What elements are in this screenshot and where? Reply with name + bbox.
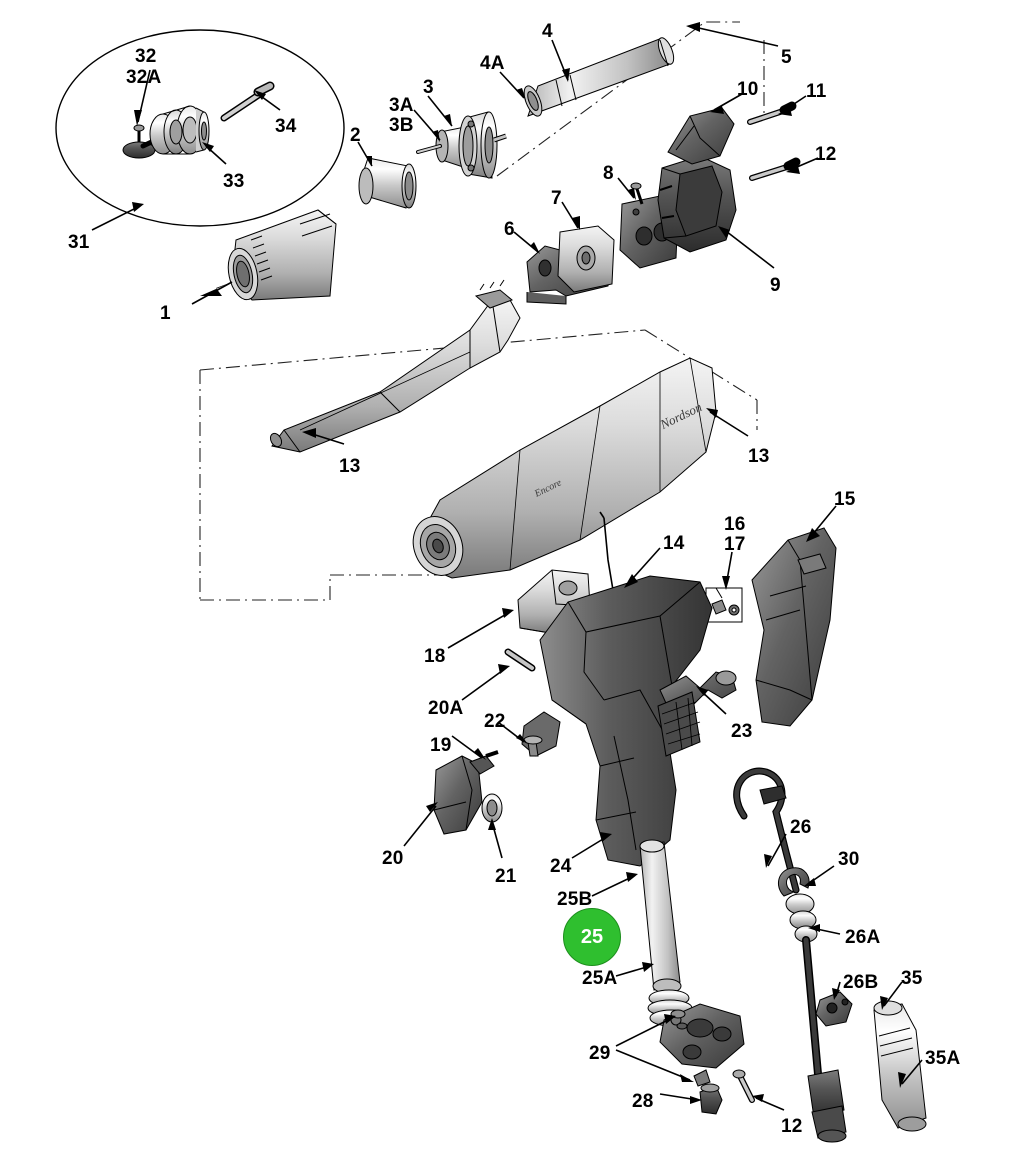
- highlighted-part-25-badge[interactable]: 25: [563, 908, 621, 966]
- callout-18: 18: [424, 646, 446, 667]
- callout-16: 16: [724, 514, 746, 535]
- callout-1: 1: [160, 303, 171, 324]
- callout-3: 3: [423, 77, 434, 98]
- callout-12-top: 12: [815, 144, 837, 165]
- callout-8: 8: [603, 163, 614, 184]
- callout-28: 28: [632, 1091, 654, 1112]
- callout-21: 21: [495, 866, 517, 887]
- callout-7: 7: [551, 188, 562, 209]
- callout-24: 24: [550, 856, 572, 877]
- callout-15: 15: [834, 489, 856, 510]
- callout-10: 10: [737, 79, 759, 100]
- callout-19: 19: [430, 735, 452, 756]
- callout-23: 23: [731, 721, 753, 742]
- callout-22: 22: [484, 711, 506, 732]
- callout-3a: 3A: [389, 95, 414, 116]
- callout-33: 33: [223, 171, 245, 192]
- callout-13-right: 13: [748, 446, 770, 467]
- callout-12-bottom: 12: [781, 1116, 803, 1137]
- callout-6: 6: [504, 219, 515, 240]
- callout-26b: 26B: [843, 972, 879, 993]
- callout-32: 32: [135, 46, 157, 67]
- callout-4: 4: [542, 21, 553, 42]
- callout-34: 34: [275, 116, 297, 137]
- callout-25a: 25A: [582, 968, 618, 989]
- callout-2: 2: [350, 125, 361, 146]
- callout-11: 11: [806, 81, 827, 102]
- callout-35: 35: [901, 968, 923, 989]
- callout-3b: 3B: [389, 115, 414, 136]
- callout-25b: 25B: [557, 889, 593, 910]
- callout-14: 14: [663, 533, 685, 554]
- callout-30: 30: [838, 849, 860, 870]
- callout-20: 20: [382, 848, 404, 869]
- callout-4a: 4A: [480, 53, 505, 74]
- callout-13-left: 13: [339, 456, 361, 477]
- callout-26a: 26A: [845, 927, 881, 948]
- callout-32a: 32A: [126, 67, 162, 88]
- callout-31: 31: [68, 232, 90, 253]
- callout-5: 5: [781, 47, 792, 68]
- callout-17: 17: [724, 534, 746, 555]
- callout-29: 29: [589, 1043, 611, 1064]
- callout-9: 9: [770, 275, 781, 296]
- brand-label-nordson: Nordson: [657, 399, 705, 433]
- callout-35a: 35A: [925, 1048, 961, 1069]
- callout-20a: 20A: [428, 698, 464, 719]
- brand-label-encore: Encore: [533, 477, 564, 500]
- callout-26: 26: [790, 817, 812, 838]
